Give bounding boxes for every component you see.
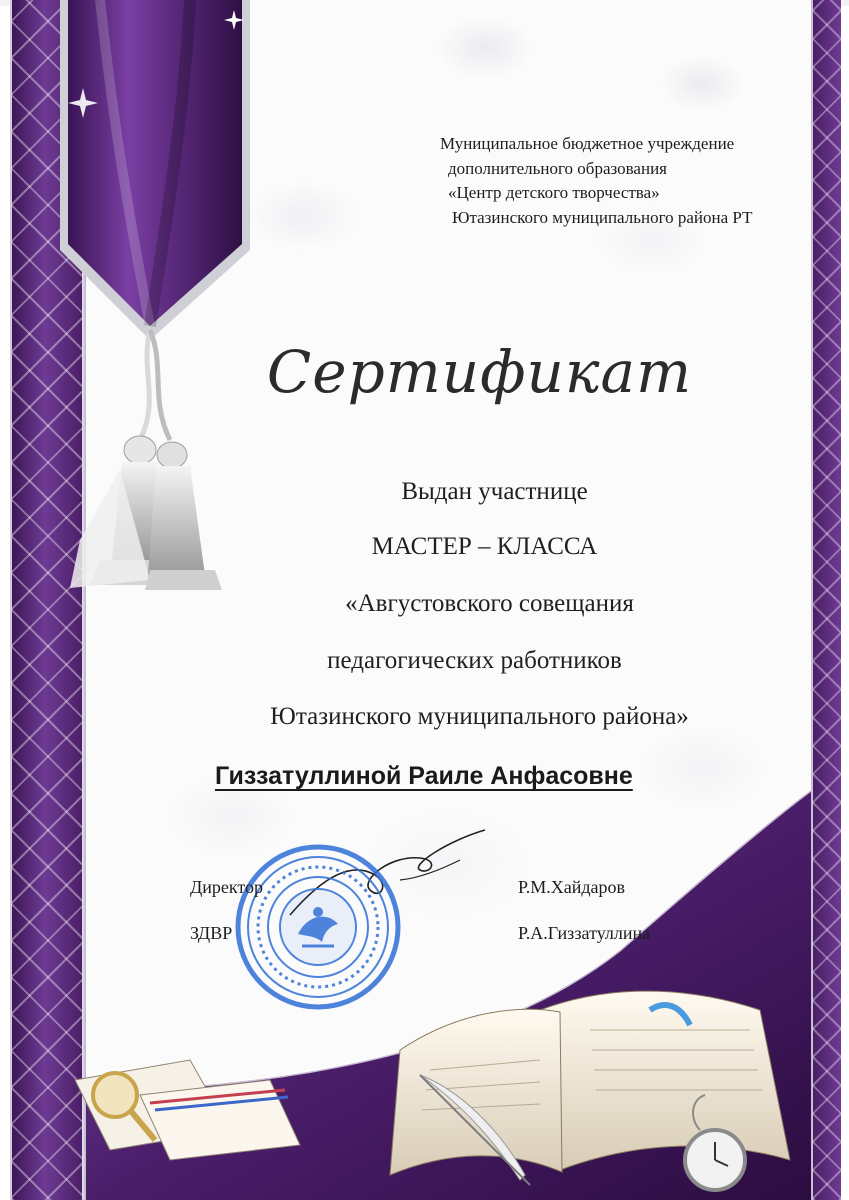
- org-line-2: дополнительного образования: [448, 158, 667, 178]
- deputy-name: Р.А.Гиззатуллина: [518, 923, 651, 943]
- issued-to-line: Выдан участнице: [401, 478, 588, 505]
- org-line-4: Ютазинского муниципального района РТ: [452, 207, 753, 227]
- org-line-3: «Центр детского творчества»: [448, 183, 660, 202]
- purple-drape-icon: [60, 0, 250, 340]
- event-name-line-2: педагогических работников: [327, 647, 622, 674]
- organization-header: [440, 132, 820, 230]
- director-name: Р.М.Хайдаров: [518, 877, 626, 897]
- event-name-line-1: «Августовского совещания: [345, 590, 634, 617]
- official-stamp-icon: [232, 842, 404, 1012]
- recipient-name: Гиззатуллиной Раиле Анфасовне: [215, 762, 633, 790]
- event-name-line-3: Ютазинского муниципального района»: [270, 703, 689, 730]
- certificate-title: Сертификат: [266, 338, 693, 406]
- director-label: Директор: [190, 877, 264, 897]
- deputy-label: ЗДВР: [190, 923, 233, 943]
- event-type-line: МАСТЕР – КЛАССА: [371, 533, 598, 560]
- org-line-1: Муниципальное бюджетное учреждение: [440, 134, 735, 153]
